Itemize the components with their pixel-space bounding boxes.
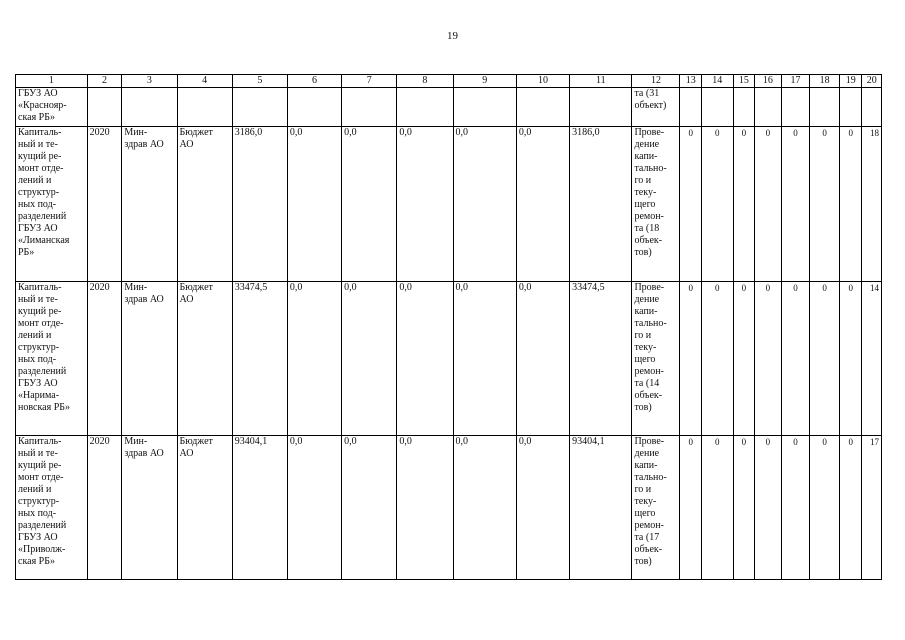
column-header-1: 1 [16, 75, 88, 88]
cell-col6: 0,0 [287, 436, 341, 580]
cell-indicator-20: 17 [862, 436, 882, 580]
cell-result-line: Прове- [634, 127, 665, 138]
cell-col11: 33474,5 [570, 282, 632, 436]
page-number: 19 [447, 30, 458, 42]
cell-result-line: та (31 [634, 88, 660, 99]
cell-executor [122, 88, 177, 127]
cell-event-name-line: кущий ре- [18, 151, 62, 162]
cell-col7: 0,0 [342, 282, 397, 436]
cell-indicator-15: 0 [733, 127, 754, 282]
cell-result-line: теку- [634, 496, 657, 507]
cell-funding-source [177, 127, 232, 282]
column-header-14: 14 [701, 75, 733, 88]
cell-event-name-line: РБ» [18, 247, 35, 258]
cell-col7: 0,0 [342, 436, 397, 580]
cell-event-name-line: «Нарима- [18, 390, 60, 401]
cell-col6 [287, 88, 341, 127]
cell-result-line: щего [634, 508, 656, 519]
cell-col8: 0,0 [397, 436, 453, 580]
cell-result-line: та (17 [634, 532, 660, 543]
cell-result-line: ремон- [634, 366, 664, 377]
cell-year [87, 88, 122, 127]
cell-col7: 0,0 [342, 127, 397, 282]
cell-event-name-line: монт отде- [18, 472, 64, 483]
cell-result-line: объект) [634, 100, 667, 111]
cell-indicator-16: 0 [755, 282, 782, 436]
cell-indicator-19 [839, 88, 861, 127]
cell-indicator-20: 18 [862, 127, 882, 282]
cell-col10: 0,0 [516, 282, 569, 436]
cell-result-line: дение [634, 139, 660, 150]
column-header-20: 20 [862, 75, 882, 88]
column-header-7: 7 [342, 75, 397, 88]
column-header-12: 12 [632, 75, 680, 88]
cell-event-name-line: разделений [18, 366, 67, 377]
cell-result-line: щего [634, 199, 656, 210]
cell-event-name-line: лений и [18, 330, 52, 341]
column-header-2: 2 [87, 75, 122, 88]
cell-indicator-13: 0 [680, 127, 701, 282]
cell-result-line: дение [634, 294, 660, 305]
cell-result-line: Прове- [634, 282, 665, 293]
cell-event-name-line: лений и [18, 484, 52, 495]
cell-result-line: ремон- [634, 520, 664, 531]
cell-event-name-line: структур- [18, 496, 60, 507]
cell-event-name-line: Капиталь- [18, 127, 62, 138]
cell-col9 [453, 88, 516, 127]
cell-result-line: теку- [634, 187, 657, 198]
cell-result [632, 436, 680, 580]
cell-event-name-line: монт отде- [18, 318, 64, 329]
cell-indicator-19: 0 [839, 436, 861, 580]
header-row [16, 75, 882, 88]
cell-result-line: тально- [634, 472, 667, 483]
cell-result-line: щего [634, 354, 656, 365]
cell-result [632, 127, 680, 282]
cell-event-name-line: ных под- [18, 508, 57, 519]
column-header-9: 9 [453, 75, 516, 88]
cell-col9: 0,0 [453, 282, 516, 436]
cell-event-name-line: ных под- [18, 354, 57, 365]
cell-event-name-line: «Лиманская [18, 235, 70, 246]
cell-result-line: ремон- [634, 211, 664, 222]
table-row [16, 88, 882, 127]
cell-result-line: объек- [634, 390, 663, 401]
cell-result-line: капи- [634, 151, 658, 162]
cell-event-name-line: «Приволж- [18, 544, 66, 555]
cell-indicator-19: 0 [839, 282, 861, 436]
cell-result-line: Прове- [634, 436, 665, 447]
cell-result-line: объек- [634, 544, 663, 555]
cell-total-amount [232, 88, 287, 127]
cell-indicator-13: 0 [680, 282, 701, 436]
cell-event-name-line: разделений [18, 211, 67, 222]
cell-col9: 0,0 [453, 127, 516, 282]
cell-indicator-13: 0 [680, 436, 701, 580]
cell-result [632, 282, 680, 436]
cell-executor-line: здрав АО [124, 294, 164, 305]
column-header-16: 16 [755, 75, 782, 88]
cell-col9: 0,0 [453, 436, 516, 580]
column-header-17: 17 [781, 75, 810, 88]
cell-event-name [16, 282, 88, 436]
cell-indicator-13 [680, 88, 701, 127]
cell-funding-source-line: Бюджет [179, 127, 213, 138]
cell-indicator-20 [862, 88, 882, 127]
cell-indicator-16: 0 [755, 127, 782, 282]
cell-executor-line: здрав АО [124, 139, 164, 150]
cell-result-line: го и [634, 175, 652, 186]
cell-col8 [397, 88, 453, 127]
cell-col6: 0,0 [287, 127, 341, 282]
cell-total-amount: 3186,0 [232, 127, 287, 282]
cell-event-name-line: ный и те- [18, 294, 58, 305]
cell-col10: 0,0 [516, 436, 569, 580]
cell-indicator-15: 0 [733, 282, 754, 436]
cell-total-amount: 33474,5 [232, 282, 287, 436]
cell-result-line: тально- [634, 318, 667, 329]
cell-result-line: тально- [634, 163, 667, 174]
table-row [16, 127, 882, 282]
cell-col6: 0,0 [287, 282, 341, 436]
cell-year: 2020 [87, 127, 122, 282]
cell-result-line: объек- [634, 235, 663, 246]
cell-funding-source [177, 436, 232, 580]
cell-indicator-16: 0 [755, 436, 782, 580]
cell-event-name-line: кущий ре- [18, 460, 62, 471]
cell-indicator-14 [701, 88, 733, 127]
cell-indicator-17 [781, 88, 810, 127]
cell-result-line: капи- [634, 460, 658, 471]
cell-indicator-17: 0 [781, 282, 810, 436]
cell-event-name-line: монт отде- [18, 163, 64, 174]
column-header-10: 10 [516, 75, 569, 88]
cell-executor [122, 436, 177, 580]
cell-indicator-15: 0 [733, 436, 754, 580]
column-header-5: 5 [232, 75, 287, 88]
cell-event-name-line: структур- [18, 342, 60, 353]
cell-funding-source [177, 282, 232, 436]
cell-indicator-18: 0 [810, 436, 840, 580]
cell-funding-source-line: АО [179, 448, 194, 459]
cell-event-name-line: ный и те- [18, 448, 58, 459]
cell-indicator-19: 0 [839, 127, 861, 282]
cell-funding-source [177, 88, 232, 127]
cell-result [632, 88, 680, 127]
cell-total-amount: 93404,1 [232, 436, 287, 580]
cell-executor [122, 127, 177, 282]
cell-executor-line: Мин- [124, 127, 148, 138]
cell-col10: 0,0 [516, 127, 569, 282]
cell-result-line: та (18 [634, 223, 660, 234]
cell-indicator-17: 0 [781, 127, 810, 282]
cell-funding-source-line: Бюджет [179, 282, 213, 293]
cell-indicator-14: 0 [701, 127, 733, 282]
column-header-18: 18 [810, 75, 840, 88]
cell-result-line: тов) [634, 402, 652, 413]
cell-funding-source-line: АО [179, 294, 194, 305]
cell-event-name [16, 127, 88, 282]
cell-result-line: тов) [634, 556, 652, 567]
cell-indicator-18: 0 [810, 127, 840, 282]
column-header-6: 6 [287, 75, 341, 88]
cell-event-name [16, 88, 88, 127]
cell-executor-line: Мин- [124, 436, 148, 447]
cell-funding-source-line: Бюджет [179, 436, 213, 447]
cell-event-name-line: кущий ре- [18, 306, 62, 317]
cell-event-name-line: «Краснояр- [18, 100, 67, 111]
program-table [15, 74, 882, 580]
cell-event-name-line: структур- [18, 187, 60, 198]
cell-event-name-line: новская РБ» [18, 402, 71, 413]
column-header-11: 11 [570, 75, 632, 88]
cell-executor-line: Мин- [124, 282, 148, 293]
column-header-19: 19 [839, 75, 861, 88]
cell-year: 2020 [87, 436, 122, 580]
cell-event-name-line: ГБУЗ АО [18, 532, 58, 543]
cell-indicator-16 [755, 88, 782, 127]
cell-indicator-14: 0 [701, 282, 733, 436]
cell-event-name [16, 436, 88, 580]
cell-result-line: го и [634, 484, 652, 495]
column-header-4: 4 [177, 75, 232, 88]
column-header-8: 8 [397, 75, 453, 88]
cell-event-name-line: ская РБ» [18, 556, 55, 567]
table-row [16, 436, 882, 580]
cell-result-line: го и [634, 330, 652, 341]
cell-event-name-line: ный и те- [18, 139, 58, 150]
cell-col11: 93404,1 [570, 436, 632, 580]
cell-col11 [570, 88, 632, 127]
cell-event-name-line: ГБУЗ АО [18, 223, 58, 234]
cell-indicator-18 [810, 88, 840, 127]
cell-col7 [342, 88, 397, 127]
cell-event-name-line: разделений [18, 520, 67, 531]
cell-event-name-line: лений и [18, 175, 52, 186]
cell-result-line: тов) [634, 247, 652, 258]
cell-event-name-line: ных под- [18, 199, 57, 210]
cell-result-line: теку- [634, 342, 657, 353]
column-header-13: 13 [680, 75, 701, 88]
cell-result-line: капи- [634, 306, 658, 317]
cell-indicator-17: 0 [781, 436, 810, 580]
cell-result-line: дение [634, 448, 660, 459]
cell-col8: 0,0 [397, 127, 453, 282]
cell-col11: 3186,0 [570, 127, 632, 282]
cell-indicator-20: 14 [862, 282, 882, 436]
cell-event-name-line: Капиталь- [18, 282, 62, 293]
cell-col10 [516, 88, 569, 127]
column-header-3: 3 [122, 75, 177, 88]
table-row [16, 282, 882, 436]
cell-indicator-14: 0 [701, 436, 733, 580]
column-header-15: 15 [733, 75, 754, 88]
cell-funding-source-line: АО [179, 139, 194, 150]
cell-executor-line: здрав АО [124, 448, 164, 459]
cell-executor [122, 282, 177, 436]
cell-indicator-15 [733, 88, 754, 127]
cell-result-line: та (14 [634, 378, 660, 389]
cell-event-name-line: ГБУЗ АО [18, 378, 58, 389]
cell-event-name-line: ская РБ» [18, 112, 55, 123]
cell-year: 2020 [87, 282, 122, 436]
cell-event-name-line: ГБУЗ АО [18, 88, 58, 99]
cell-col8: 0,0 [397, 282, 453, 436]
cell-indicator-18: 0 [810, 282, 840, 436]
cell-event-name-line: Капиталь- [18, 436, 62, 447]
